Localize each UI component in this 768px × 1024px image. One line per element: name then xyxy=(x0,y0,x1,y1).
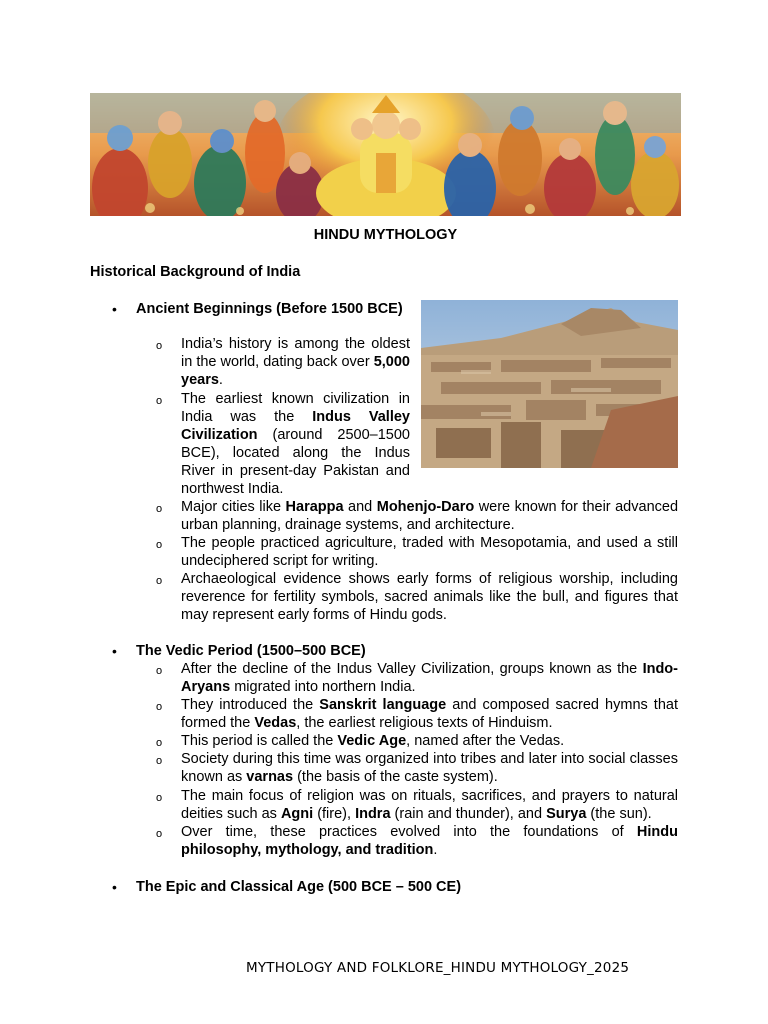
sub-bullet-text: Archaeological evidence shows early forms of religious worship, including reverence for fertility symbols, sacred animals like the bull, and figures that may represent early forms of Hindu gods. xyxy=(181,571,678,624)
sub-bullet-marker: o xyxy=(156,737,163,749)
ruins-photo xyxy=(421,300,678,468)
sub-bullet-marker: o xyxy=(156,395,163,407)
sub-bullet-marker: o xyxy=(156,828,163,840)
sub-bullet-marker: o xyxy=(156,340,163,352)
bullet-marker: • xyxy=(112,301,117,317)
section-heading: Historical Background of India xyxy=(90,264,301,280)
bullet-marker: • xyxy=(112,879,117,895)
sub-bullet-marker: o xyxy=(156,575,163,587)
bullet-marker: • xyxy=(112,643,117,659)
sub-bullet-marker: o xyxy=(156,503,163,515)
sub-bullet-text: The people practiced agriculture, traded with Mesopotamia, and used a still undeciphered script for writing. xyxy=(181,535,678,570)
sub-bullet-text: The earliest known civilization in India was the Indus Valley Civilization (around 2500–1500 BCE), located along the Indus River in present-day Pakistan and northwest India. xyxy=(181,391,410,498)
sub-bullet-text: They introduced the Sanskrit language and composed sacred hymns that formed the Vedas, the earliest religious texts of Hinduism. xyxy=(181,697,678,732)
bullet-heading: The Vedic Period (1500–500 BCE) xyxy=(136,643,366,659)
sub-bullet-marker: o xyxy=(156,701,163,713)
sub-bullet-text: After the decline of the Indus Valley Civilization, groups known as the Indo-Aryans migrated into northern India. xyxy=(181,661,678,696)
sub-bullet-text: Society during this time was organized into tribes and later into social classes known as varnas (the basis of the caste system). xyxy=(181,751,678,786)
sub-bullet-text: Major cities like Harappa and Mohenjo-Daro were known for their advanced urban planning, drainage systems, and architecture. xyxy=(181,499,679,534)
sub-bullet-text: The main focus of religion was on rituals, sacrifices, and prayers to natural deities such as Agni (fire), Indra (rain and thunder), and Surya (the sun). xyxy=(181,788,678,823)
sub-bullet-text: India’s history is among the oldest in the world, dating back over 5,000 years. xyxy=(181,336,410,389)
sub-bullet-marker: o xyxy=(156,539,163,551)
sub-bullet-marker: o xyxy=(156,755,163,767)
sub-bullet-marker: o xyxy=(156,665,163,677)
document-title: HINDU MYTHOLOGY xyxy=(313,227,458,243)
bullet-heading: Ancient Beginnings (Before 1500 BCE) xyxy=(136,301,403,317)
bullet-heading: The Epic and Classical Age (500 BCE – 500 CE) xyxy=(136,879,462,895)
sub-bullet-marker: o xyxy=(156,792,163,804)
sub-bullet-text: This period is called the Vedic Age, named after the Vedas. xyxy=(181,733,565,749)
page-footer: MYTHOLOGY AND FOLKLORE_HINDU MYTHOLOGY_2025 xyxy=(246,960,630,976)
banner-image xyxy=(90,93,681,216)
sub-bullet-text: Over time, these practices evolved into the foundations of Hindu philosophy, mythology, and tradition. xyxy=(181,824,678,859)
